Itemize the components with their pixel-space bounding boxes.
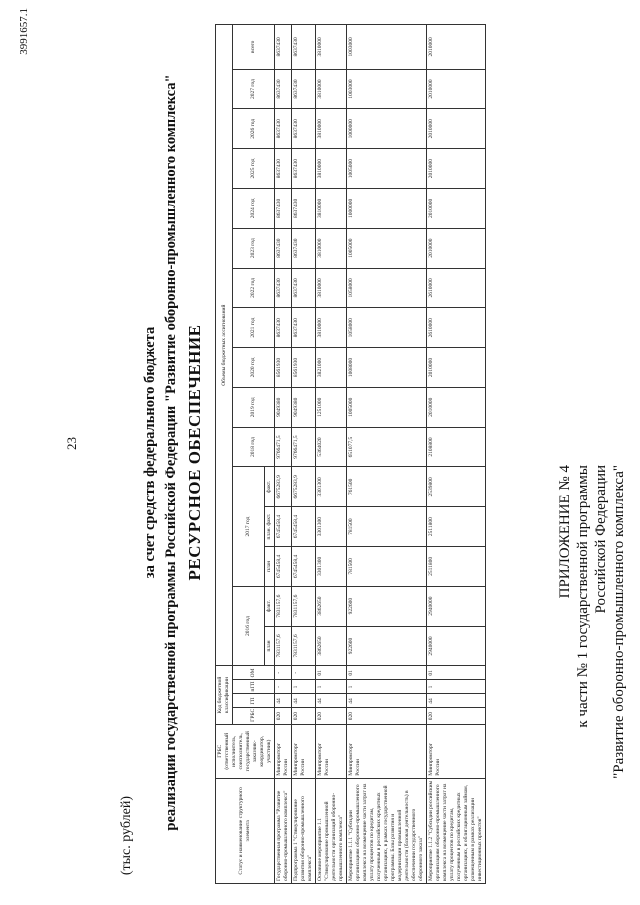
row-value-cell: 3301300 [316,546,347,586]
row-value-cell: 8561930 [292,348,316,388]
header-sub: факт. [265,467,275,507]
header-sub: план [265,546,275,586]
row-value-cell: 3810000 [316,109,347,149]
row-value-cell: 2108800 [427,427,486,467]
row-value-cell: 8637430 [275,188,292,228]
row-value-cell: 8637430 [292,188,316,228]
row-value-cell: 9766471,5 [275,427,292,467]
row-value-cell: 7831157,6 [275,586,292,626]
row-value-cell: 01 [427,666,486,680]
row-value-cell: 9766471,5 [292,427,316,467]
row-name-cell: Минпромторг России [292,724,316,778]
unit-label: (тыс. рублей) [119,795,134,875]
row-value-cell: 2010000 [427,149,486,189]
header-code: ГРБС [233,708,275,724]
row-value-cell: 3810000 [316,25,347,70]
row-value-cell: 9049380 [292,387,316,427]
row-value-cell: 3810000 [316,228,347,268]
row-value-cell: 6745458,4 [292,546,316,586]
page-number: 23 [64,437,79,450]
row-value-cell: 2010000 [427,348,486,388]
header-code: ГП [233,694,275,708]
table-row [347,25,427,884]
row-value-cell: 8637430 [292,228,316,268]
header-codes: Код бюджетной классификации [216,666,233,725]
row-value-cell: 2610000 [427,308,486,348]
row-value-cell: 01 [347,666,427,680]
row-value-cell: 2940000 [427,586,486,626]
row-value-cell: 020 [316,708,347,724]
row-value-cell: 8637430 [292,268,316,308]
table-row [316,25,347,884]
header-year: 2021 год [233,308,275,348]
appendix-line: к части № 1 государственной программы [575,465,591,728]
row-value-cell: 3810000 [316,308,347,348]
row-value-cell: 2610000 [427,268,486,308]
row-value-cell: 01 [316,666,347,680]
row-value-cell: 2511800 [427,507,486,547]
row-value-cell: 8637430 [275,149,292,189]
row-value-cell: 1003000 [347,69,427,109]
row-value-cell: 8561930 [275,348,292,388]
row-value-cell: 1005000 [347,387,427,427]
row-value-cell: 8637430 [292,109,316,149]
row-value-cell: 3810000 [316,69,347,109]
table-row [292,25,316,884]
row-name-cell: Минпромторг России [275,724,292,778]
header-code: пГП [233,680,275,694]
row-value-cell: 5364020 [316,427,347,467]
row-value-cell: 8637430 [275,228,292,268]
row-value-cell: 2010000 [427,228,486,268]
row-value-cell: 8637430 [275,308,292,348]
row-value-cell: 3301300 [316,467,347,507]
row-value-cell: 44 [347,694,427,708]
appendix-line: Российской Федерации [593,465,609,614]
header-sub: план [265,626,275,666]
header-volume: Объемы бюджетных ассигнований [216,25,233,666]
row-name-cell: Основное мероприятие 1.1 "Стимулирование промышленной деятельности организаций оборонно-промышленного комплекса" [316,778,347,883]
header-sub: факт. [265,586,275,626]
row-value-cell: 44 [316,694,347,708]
row-value-cell: 1008000 [347,348,427,388]
row-value-cell: 9049380 [275,387,292,427]
document-subtitle-2: за счет средств федерального бюджета [142,326,158,579]
row-value-cell: 1 [347,680,427,694]
row-value-cell: 2511800 [427,546,486,586]
row-value-cell: 3810000 [316,149,347,189]
row-value-cell: 8637430 [292,308,316,348]
row-value-cell: 3821000 [316,348,347,388]
header-status: Статус и наименование структурного элемента [216,778,275,883]
row-value-cell: 3810000 [316,268,347,308]
row-value-cell: 922600 [347,586,427,626]
row-value-cell: 3301300 [316,507,347,547]
row-value-cell: 6675283,9 [275,467,292,507]
row-value-cell: 020 [347,708,427,724]
resource-table [215,24,486,884]
footer-code: 3991657.1 [18,8,30,55]
row-value-cell: 44 [427,694,486,708]
row-value-cell: 1000000 [347,109,427,149]
row-value-cell: 2010000 [427,387,486,427]
header-year: 2025 год [233,149,275,189]
row-name-cell: Мероприятие 1.1.2 "Субсидии российским организациям оборонно-промышленного комплекса на возмещение части затрат на уплату процентов по кредитам, полученным в российских кредитных организациях, и облигационным займам, размещенным в рамках реализации инвестиционных проектов" [427,778,486,883]
document-subtitle: реализации государственной программы Российской Федерации "Развитие оборонно-промышленного комплекса" [163,74,179,831]
row-value-cell: 2539800 [427,467,486,507]
row-value-cell: 020 [292,708,316,724]
row-value-cell: - [292,666,316,680]
row-name-cell: Государственная программа "Развитие оборонно-промышленного комплекса" [275,778,292,883]
row-value-cell: 1 [427,680,486,694]
row-name-cell: Минпромторг России [427,724,486,778]
header-year-2016: 2016 год [233,586,265,666]
row-value-cell: - [275,680,292,694]
row-value-cell: - [275,666,292,680]
row-value-cell: 2010000 [427,25,486,70]
row-value-cell: 2010000 [427,109,486,149]
header-year: 2022 год [233,268,275,308]
row-value-cell: 6675283,9 [292,467,316,507]
row-value-cell: 8637430 [275,25,292,70]
appendix-line: "Развитие оборонно-промышленного комплекса" [611,465,627,779]
row-value-cell: 2940000 [427,626,486,666]
resource-table-wrap [215,24,640,884]
row-value-cell: 922600 [347,626,427,666]
header-year: 2019 год [233,387,275,427]
row-value-cell: 1058000 [347,268,427,308]
row-value-cell: 761500 [347,467,427,507]
table-row [275,25,292,884]
row-value-cell: 651077,5 [347,427,427,467]
table-row [427,25,486,884]
row-value-cell: 1058000 [347,308,427,348]
row-value-cell: 3862650 [316,586,347,626]
row-value-cell: 1003000 [347,25,427,70]
row-value-cell: 1005000 [347,149,427,189]
row-value-cell: 1 [316,680,347,694]
row-name-cell: Подпрограмма 1 "Стимулирование развития оборонно-промышленного комплекса" [292,778,316,883]
row-value-cell: 781500 [347,507,427,547]
row-value-cell: 3862650 [316,626,347,666]
row-value-cell: 44 [292,694,316,708]
appendix-line: ПРИЛОЖЕНИЕ № 4 [557,465,573,599]
row-name-cell: Мероприятие 1.1.1 "Субсидии организациям оборонно-промышленного комплекса на возмещение части затрат на уплату процентов по кредитам, полученным в российских кредитных организациях, в рамках государственной программы. Базы развития и модернизации промышленной деятельности (базовая деятельность) в обеспечении государственного оборонного заказа" [347,778,427,883]
header-code: ОМ [233,666,275,680]
row-value-cell: 7831157,6 [292,626,316,666]
row-value-cell: 6745458,4 [292,507,316,547]
header-year: 2023 год [233,228,275,268]
row-value-cell: 8637430 [275,109,292,149]
header-year: 2026 год [233,109,275,149]
header-year: 2024 год [233,188,275,228]
header-year-2017: 2017 год [233,467,265,586]
header-year: 2020 год [233,348,275,388]
document-title: РЕСУРСНОЕ ОБЕСПЕЧЕНИЕ [185,324,204,581]
row-value-cell: 020 [427,708,486,724]
row-value-cell: 781500 [347,546,427,586]
row-value-cell: 44 [275,694,292,708]
row-value-cell: 6745458,4 [275,507,292,547]
row-value-cell: 1 [292,680,316,694]
row-value-cell: 8637430 [292,69,316,109]
row-value-cell: 2010000 [427,69,486,109]
row-value-cell: 1251000 [316,387,347,427]
row-value-cell: 7831157,6 [292,586,316,626]
header-grbs: ГРБС (ответственный исполнитель, соисполнитель, государственный заказчик-координатор, участник) [216,724,275,778]
header-year: 2027 год [233,69,275,109]
row-value-cell: 8637430 [275,69,292,109]
header-total: всего [233,25,275,70]
row-value-cell: 1000000 [347,188,427,228]
row-value-cell: 2010000 [427,188,486,228]
row-value-cell: 3810000 [316,188,347,228]
row-name-cell: Минпромторг России [316,724,347,778]
row-name-cell: Минпромторг России [347,724,427,778]
header-year: 2018 год [233,427,275,467]
row-value-cell: 8637430 [275,268,292,308]
table-body [275,25,486,884]
row-value-cell: 7831157,6 [275,626,292,666]
row-value-cell: 8637430 [292,25,316,70]
row-value-cell: 1005000 [347,228,427,268]
header-sub: план. факт. [265,507,275,547]
row-value-cell: 6745458,4 [275,546,292,586]
row-value-cell: 8637430 [292,149,316,189]
row-value-cell: 020 [275,708,292,724]
